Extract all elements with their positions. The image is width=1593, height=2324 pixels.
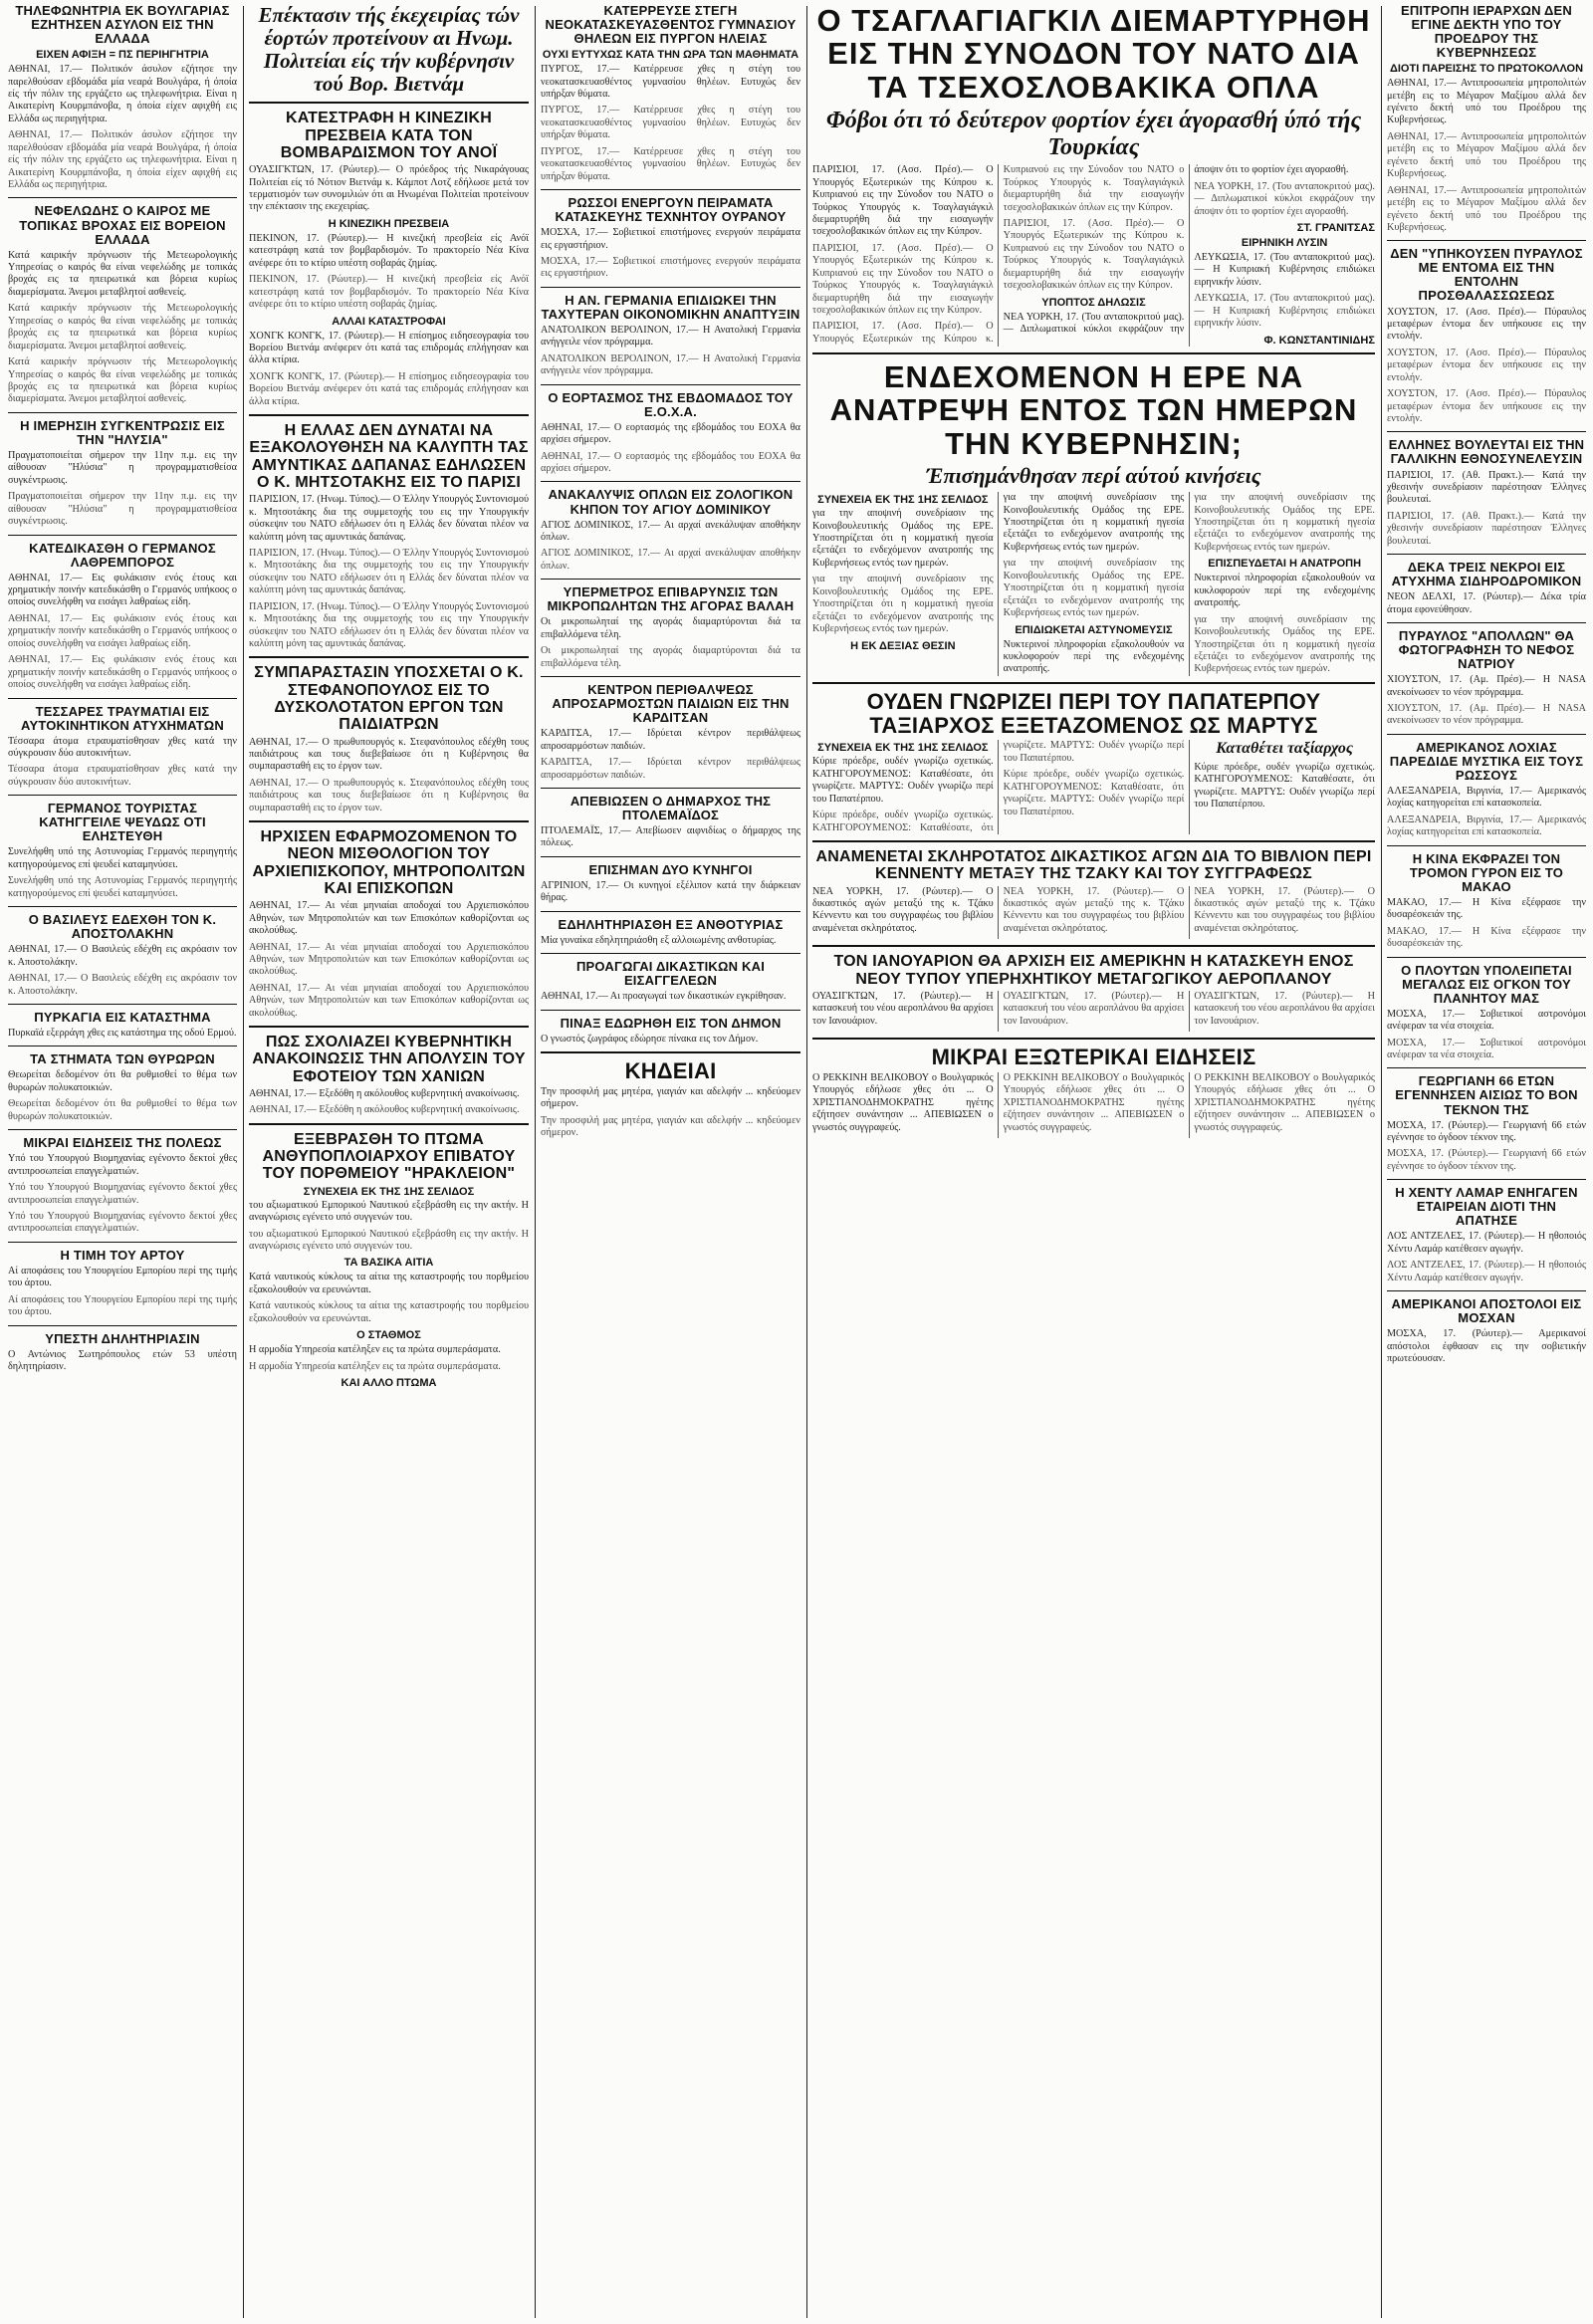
article-text: ΑΝΑΤΟΛΙΚΟΝ ΒΕΡΟΛΙΝΟΝ, 17.— Η Ανατολική Γερμανία ανήγγειλε νέον πρόγραμμα. [541,324,800,349]
headline: ΔΕΚΑ ΤΡΕΙΣ ΝΕΚΡΟΙ ΕΙΣ ΑΤΥΧΗΜΑ ΣΙΔΗΡΟΔΡΟΜΙΚΟΝ [1391,560,1582,589]
deck: Φόβοι ότι τό δεύτερον φορτίον έχει άγορασθή ύπό τής Τουρκίας [825,108,1362,160]
article-text: ΑΘΗΝΑΙ, 17.— Πολιτικόν άσυλον εζήτησε την παρελθούσαν εβδομάδα μία νεαρά Βουλγάρα, ή όποία είς τήν πόλιν της εργάζετο ως τηλεφωνήτρια. Είναι η Αικατερίνη Κουρμπάνοβα, η όποία είχεν αφιχθή εις Ελλάδα ως περιηγήτρια. [8,129,237,191]
divider [812,352,1375,354]
headline: ΚΗΔΕΙΑΙ [624,1058,717,1084]
headline: ΠΥΡΚΑΓΙΑ ΕΙΣ ΚΑΤΑΣΤΗΜΑ [34,1009,211,1025]
headline: ΤΕΣΣΑΡΕΣ ΤΡΑΥΜΑΤΙΑΙ ΕΙΣ ΑΥΤΟΚΙΝΗΤΙΚΟΝ ΑΤΥΧΗΜΑΤΩΝ [21,703,224,733]
divider [541,953,800,954]
article-text: ΑΘΗΝΑΙ, 17.— Εξεδόθη η ακόλουθος κυβερνητική ανακοίνωσις. [249,1087,520,1099]
headline: ΝΕΦΕΛΩΔΗΣ Ο ΚΑΙΡΟΣ ΜΕ ΤΟΠΙΚΑΣ ΒΡΟΧΑΣ ΕΙΣ ΒΟΡΕΙΟΝ ΕΛΛΑΔΑ [19,203,226,247]
divider [541,1051,800,1053]
article-text: Κύριε πρόεδρε, ουδέν γνωρίζω σχετικώς. ΚΑΤΗΓΟΡΟΥΜΕΝΟΣ: Καταθέσατε, ότι γνωρίζετε. ΜΑΡΤΥΣ: Ουδέν γνωρίζω περί του Παπατέρπου. [812,740,1185,833]
article-text: ΜΟΣΧΑ, 17. (Ρώυτερ).— Γεωργιανή 66 ετών εγέννησε το όγδοον τέκνον της. [1387,1148,1586,1172]
divider [249,656,529,658]
article-text: ΛΕΥΚΩΣΙΑ, 17. (Του ανταποκριτού μας).— Η Κυπριακή Κυβέρνησις επιδιώκει ειρηνικήν λύσιν. [1194,293,1375,330]
headline: ΠΡΟΑΓΩΓΑΙ ΔΙΚΑΣΤΙΚΩΝ ΚΑΙ ΕΙΣΑΓΓΕΛΕΩΝ [575,959,766,989]
article-text: για την αποψινή συνεδρίασιν της Κοινοβουλευτικής Ομάδος της ΕΡΕ. Υποστηρίζεται ότι η κομματική ηγεσία εξετάζει το ενδεχόμενον ανατροπής της Κυβερνήσεως εντός των ημερών. [812,508,994,569]
divider [1387,240,1586,241]
divider [8,535,237,536]
article-text: Κατά ναυτικούς κύκλους τα αίτια της καταστροφής του πορθμείου εξακολουθούν να ερευνώνται. [249,1272,529,1295]
headline: ΥΠΕΡΜΕΤΡΟΣ ΕΠΙΒΑΡΥΝΣΙΣ ΤΩΝ ΜΙΚΡΟΠΩΛΗΤΩΝ ΤΗΣ ΑΓΟΡΑΣ ΒΑΛΑΗ [547,584,795,614]
divider [1387,431,1586,432]
continuation-note: ΣΥΝΕΧΕΙΑ ΕΚ ΤΗΣ 1ΗΣ ΣΕΛΙΔΟΣ [817,742,989,755]
column-rule [806,6,807,2318]
article-text: Τέσσαρα άτομα ετραυματίσθησαν χθες κατά την σύγκρουσιν δύο αυτοκινήτων. [8,735,237,759]
article-text: ΟΥΑΣΙΓΚΤΩΝ, 17. (Ρώυτερ).— Η κατασκευή του νέου αεροπλάνου θα αρχίσει τον Ιανουάριον. [1194,990,1375,1027]
article-text: ΠΥΡΓΟΣ, 17.— Κατέρρευσε χθες η στέγη του νεοκατασκευασθέντος γυμνασίου θηλέων. Ευτυχώς δεν υπήρξαν θύματα. [541,145,800,182]
article-text: Η αρμοδία Υπηρεσία κατέληξεν εις τα πρώτα συμπεράσματα. [249,1344,501,1356]
headline: ΠΙΝΑΞ ΕΔΩΡΗΘΗ ΕΙΣ ΤΟΝ ΔΗΜΟΝ [560,1015,782,1031]
article-text: ΟΥΑΣΙΓΚΤΩΝ, 17. (Ρώυτερ).— Η κατασκευή του νέου αεροπλάνου θα αρχίσει τον Ιανουάριον. [1003,990,1185,1027]
article-text: ΜΟΣΧΑ, 17.— Σοβιετικοί αστρονόμοι ανέφεραν τα νέα στοιχεία. [1387,1008,1586,1033]
article-text: ΠΑΡΙΣΙΟΝ, 17. (Ηνωμ. Τύπος).— Ο Έλλην Υπουργός Συντονισμού κ. Μητσοτάκης δια της συμμετοχής του εις την Υπουργικήν σύσκεψιν του ΝΑΤΟ εδήλωσεν ότι η Ελλάς δεν δύναται πλέον να καλύπτη μόνη τας αμυντικάς δαπάνας. [249,494,529,543]
article-text: ΠΑΡΙΣΙΟΙ, 17. (Ασσ. Πρέσ).— Ο Υπουργός Εξωτερικών της Κύπρου κ. Κυπριανού εις την Σύνοδον του ΝΑΤΟ ο Τούρκος Υπουργός κ. Τσαγλαγιάγκιλ διεμαρτυρήθη διά την εισαγωγήν τσεχοσλοβακικών όπλων εις την Κύπρον. [812,164,1185,345]
headline: ΗΡΧΙΣΕΝ ΕΦΑΡΜΟΖΟΜΕΝΟΝ ΤΟ ΝΕΟΝ ΜΙΣΘΟΛΟΓΙΟΝ ΤΟΥ ΑΡΧΙΕΠΙΣΚΟΠΟΥ, ΜΗΤΡΟΠΟΛΙΤΩΝ ΚΑΙ ΕΠΙΣΚΟΠΩΝ [252,828,526,897]
divider [8,412,237,413]
article-text: Συνελήφθη υπό της Αστυνομίας Γερμανός περιηγητής κατηγορούμενος επί ψευδεί καταμηνύσει. [8,875,237,899]
subheadline: Ο ΣΤΑΘΜΟΣ [356,1329,421,1342]
article-text: ΠΑΡΙΣΙΟΙ, 17. (Ασσ. Πρέσ).— Ο Υπουργός Εξωτερικών της Κύπρου κ. Κυπριανού εις την Σύνοδον του ΝΑΤΟ ο Τούρκος Υπουργός κ. Τσαγλαγιάγκιλ διεμαρτυρήθη διά την εισαγωγήν τσεχοσλοβακικών όπλων εις την Κύπρον. [1003,217,1185,292]
article-columns [812,886,1375,940]
article-text: ΝΕΑ ΥΟΡΚΗ, 17. (Του ανταποκριτού μας).— Διπλωματικοί κύκλοι εκφράζουν την άποψιν ότι το φορτίον έχει αγορασθή. [1003,164,1349,335]
headline: ΕΛΛΗΝΕΣ ΒΟΥΛΕΥΤΑΙ ΕΙΣ ΤΗΝ ΓΑΛΛΙΚΗΝ ΕΘΝΟΣΥΝΕΛΕΥΣΙΝ [1388,437,1585,467]
article-columns [812,492,1375,676]
divider [8,906,237,907]
headline: Η ΙΜΕΡΗΣΙΗ ΣΥΓΚΕΝΤΡΩΣΙΣ ΕΙΣ ΤΗΝ "ΗΛΥΣΙΑ" [20,417,225,447]
divider [8,197,237,198]
article-text: ΚΑΡΔΙΤΣΑ, 17.— Ιδρύεται κέντρον περιθάλψεως απροσαρμόστων παιδιών. [541,728,800,752]
article-text: ΑΘΗΝΑΙ, 17.— Αι νέαι μηνιαίαι αποδοχαί του Αρχιεπισκόπου Αθηνών, των Μητροπολιτών και των Επισκόπων καθορίζονται ως ακολούθως. [249,941,529,978]
subheadline: ΤΑ ΒΑΣΙΚΑ ΑΙΤΙΑ [343,1257,434,1270]
subheadline: ΕΠΙΔΙΩΚΕΤΑΙ ΑΣΤΥΝΟΜΕΥΣΙΣ [1015,623,1173,636]
article-text: Υπό του Υπουργού Βιομηχανίας εγένοντο δεκτοί χθες αντιπροσωπείαι επαγγελματιών. [8,1153,237,1177]
article-text: ΧΙΟΥΣΤΟΝ, 17. (Αμ. Πρέσ).— Η NASA ανεκοίνωσεν το νέον πρόγραμμα. [1387,674,1586,698]
subheadline: Καταθέτει ταξίαρχος [1216,740,1354,758]
main-headline: Ο ΤΣΑΓΛΑΓΙΑΓΚΙΛ ΔΙΕΜΑΡΤΥΡΗΘΗ ΕΙΣ ΤΗΝ ΣΥΝΟΔΟΝ ΤΟΥ ΝΑΤΟ ΔΙΑ ΤΑ ΤΣΕΧΟΣΛΟΒΑΚΙΚΑ ΟΠΛΑ [816,3,1371,105]
headline: ΜΙΚΡΑΙ ΕΞΩΤΕΡΙΚΑΙ ΕΙΔΗΣΕΙΣ [931,1045,1256,1070]
divider [812,1038,1375,1040]
deck: Έπισημάνθησαν περί αύτού κινήσεις [926,462,1261,488]
headline: ΔΕΝ "ΥΠΗΚΟΥΣΕΝ ΠΥΡΑΥΛΟΣ ΜΕ ΕΝΤΟΜΑ ΕΙΣ ΤΗΝ ΕΝΤΟΛΗΝ ΠΡΟΣΘΑΛΑΣΣΩΣΕΩΣ [1390,246,1583,304]
article-text: ΑΘΗΝΑΙ, 17.— Εις φυλάκισιν ενός έτους και χρηματικήν ποινήν κατεδικάσθη ο Γερμανός υπήκοος ο οποίος συνελήφθη να εισάγει λαθραίως είδη. [8,654,237,691]
headline: ΑΜΕΡΙΚΑΝΟΙ ΑΠΟΣΤΟΛΟΙ ΕΙΣ ΜΟΣΧΑΝ [1391,1296,1582,1326]
article-text: για την αποψινή συνεδρίασιν της Κοινοβουλευτικής Ομάδος της ΕΡΕ. Υποστηρίζεται ότι η κομματική ηγεσία εξετάζει το ενδεχόμενον ανατροπής της Κυβερνήσεως εντός των ημερών. [1194,492,1375,553]
headline: Η ΧΕΝΤΥ ΛΑΜΑΡ ΕΝΗΓΑΓΕΝ ΕΤΑΙΡΕΙΑΝ ΔΙΟΤΙ ΤΗΝ ΑΠΑΤΗΣΕ [1395,1185,1578,1229]
article-text: ΧΟΥΣΤΟΝ, 17. (Ασσ. Πρέσ).— Πύραυλος μεταφέρων έντομα δεν υπήκουσε εις την εντολήν. [1387,347,1586,383]
subheadline: Η ΚΙΝΕΖΙΚΗ ΠΡΕΣΒΕΙΑ [328,217,450,230]
headline: Ο ΠΛΟΥΤΩΝ ΥΠΟΛΕΙΠΕΤΑΙ ΜΕΓΑΛΩΣ ΕΙΣ ΟΓΚΟΝ ΤΟΥ ΠΛΑΝΗΤΟΥ ΜΑΣ [1401,962,1572,1006]
article-text: Ο ΡΕΚΚΙΝΗ ΒΕΛΙΚΟΒΟΥ ο Βουλγαρικός Υπουργός εδήλωσε χθες ότι ... Ο ΧΡΙΣΤΙΑΝΟΔΗΜΟΚΡΑΤΗΣ ηγέτης εζήτησεν συνάντησιν ... ΑΠΕΒΙΩΣΕΝ ο γνωστός συγγραφεύς. [1003,1071,1185,1133]
divider [541,189,800,190]
article-text: ΑΘΗΝΑΙ, 17.— Ο Βασιλεύς εδέχθη εις ακρόασιν τον κ. Αποστολάκην. [8,973,237,997]
article-text: ΠΑΡΙΣΙΟΙ, 17. (Ασσ. Πρέσ).— Ο Υπουργός Εξωτερικών της Κύπρου κ. Κυπριανού εις την Σύνοδον του ΝΑΤΟ ο Τούρκος Υπουργός κ. Τσαγλαγιάγκιλ διεμαρτυρήθη διά την εισαγωγήν τσεχοσλοβακικών όπλων εις την Κύπρον. [812,242,994,316]
divider [812,682,1375,684]
article-text: ΝΕΑ ΥΟΡΚΗ, 17. (Ρώυτερ).— Ο δικαστικός αγών μεταξύ της κ. Τζάκυ Κέννεντυ και του συγγραφέως του βιβλίου αναμένεται σκληρότατος. [812,885,994,934]
article-text: ΛΟΣ ΑΝΤΖΕΛΕΣ, 17. (Ρώυτερ).— Η ηθοποιός Χέντυ Λαμάρ κατέθεσεν αγωγήν. [1387,1231,1586,1255]
headline: ΕΞΕΒΡΑΣΘΗ ΤΟ ΠΤΩΜΑ ΑΝΘΥΠΟΠΛΟΙΑΡΧΟΥ ΕΠΙΒΑΤΟΥ ΤΟΥ ΠΟΡΘΜΕΙΟΥ "ΗΡΑΚΛΕΙΟΝ" [262,1130,516,1183]
article-text: ΠΑΡΙΣΙΟΙ, 17. (Ασσ. Πρέσ).— Ο Υπουργός Εξωτερικών της Κύπρου κ. Κυπριανού εις την Σύνοδον του ΝΑΤΟ ο Τούρκος Υπουργός κ. Τσαγλαγιάγκιλ διεμαρτυρήθη διά την εισαγωγήν τσεχοσλοβακικών όπλων εις την Κύπρον. [812,164,994,238]
headline: ΚΑΤΕΡΡΕΥΣΕ ΣΤΕΓΗ ΝΕΟΚΑΤΑΣΚΕΥΑΣΘΕΝΤΟΣ ΓΥΜΝΑΣΙΟΥ ΘΗΛΕΩΝ ΕΙΣ ΠΥΡΓΟΝ ΗΛΕΙΑΣ [545,3,796,47]
article-text: ΧΟΥΣΤΟΝ, 17. (Ασσ. Πρέσ).— Πύραυλος μεταφέρων έντομα δεν υπήκουσε εις την εντολήν. [1387,306,1586,343]
article-text: Οι μικροπωληταί της αγοράς διαμαρτύρονται διά τα επιβαλλόμενα τέλη. [541,645,800,669]
article-text: ΛΕΥΚΩΣΙΑ, 17. (Του ανταποκριτού μας).— Η Κυπριακή Κυβέρνησις επιδιώκει ειρηνικήν λύσιν. [1194,251,1375,288]
column-3 [541,0,800,2324]
headline: Η ΑΝ. ΓΕΡΜΑΝΙΑ ΕΠΙΔΙΩΚΕΙ ΤΗΝ ΤΑΧΥΤΕΡΑΝ ΟΙΚΟΝΟΜΙΚΗΝ ΑΝΑΠΤΥΞΙΝ [541,292,800,322]
headline: ΥΠΕΣΤΗ ΔΗΛΗΤΗΡΙΑΣΙΝ [45,1330,200,1346]
subheadline: ΥΠΟΠΤΟΣ ΔΗΛΩΣΙΣ [1041,296,1146,309]
article-text: ΠΤΟΛΕΜΑΪΣ, 17.— Απεβίωσεν αιφνιδίως ο δήμαρχος της πόλεως. [541,825,800,849]
headline: ΑΝΑΜΕΝΕΤΑΙ ΣΚΛΗΡΟΤΑΤΟΣ ΔΙΚΑΣΤΙΚΟΣ ΑΓΩΝ ΔΙΑ ΤΟ ΒΙΒΛΙΟΝ ΠΕΡΙ ΚΕΝΝΕΝΤΥ ΜΕΤΑΞΥ ΤΗΣ ΤΖΑΚΥ ΚΑΙ ΤΟΥ ΣΥΓΓΡΑΦΕΩΣ [815,847,1372,883]
divider [541,676,800,677]
divider [541,856,800,857]
article-text: ΝΕΟΝ ΔΕΛΧΙ, 17. (Ρώυτερ).— Δέκα τρία άτομα εφονεύθησαν. [1387,591,1586,615]
continuation-note: ΣΥΝΕΧΕΙΑ ΕΚ ΤΗΣ 1ΗΣ ΣΕΛΙΔΟΣ [817,494,989,507]
article-text: ΜΟΣΧΑ, 17.— Σοβιετικοί επιστήμονες ενεργούν πειράματα εις εργαστήριον. [541,255,800,280]
headline: Η ΤΙΜΗ ΤΟΥ ΑΡΤΟΥ [60,1247,185,1263]
article-text: Την προσφιλή μας μητέρα, γιαγιάν και αδελφήν ... κηδεύομεν σήμερον. [541,1114,800,1139]
article-text: Πραγματοποιείται σήμερον την 11ην π.μ. εις την αίθουσαν "Ηλύσια" η προγραμματισθείσα συγκέντρωσις. [8,449,237,486]
article-text: Πυρκαϊά εξερράγη χθες εις κατάστημα της οδού Ερμού. [8,1028,237,1039]
article-text: Συνελήφθη υπό της Αστυνομίας Γερμανός περιηγητής κατηγορούμενος επί ψευδεί καταμηνύσει. [8,846,237,870]
article-text: ΜΟΣΧΑ, 17. (Ρώυτερ).— Γεωργιανή 66 ετών εγέννησε το όγδοον τέκνον της. [1387,1119,1586,1143]
column-1 [8,0,237,2324]
headline: ΠΩΣ ΣΧΟΛΙΑΖΕΙ ΚΥΒΕΡΝΗΤΙΚΗ ΑΝΑΚΟΙΝΩΣΙΣ ΤΗΝ ΑΠΟΛΥΣΙΝ ΤΟΥ ΕΦΟΤΕΙΟΥ ΤΩΝ ΧΑΝΙΩΝ [252,1034,526,1085]
byline: Φ. ΚΩΝΣΤΑΝΤΙΝΙΔΗΣ [1263,334,1375,347]
article-text: ΑΓΙΟΣ ΔΟΜΙΝΙΚΟΣ, 17.— Αι αρχαί ανεκάλυψαν αποθήκην όπλων. [541,548,800,572]
article-text: ΑΘΗΝΑΙ, 17.— Εις φυλάκισιν ενός έτους και χρηματικήν ποινήν κατεδικάσθη ο Γερμανός υπήκοος ο οποίος συνελήφθη να εισάγει λαθραίως είδη. [8,572,237,608]
article-text: Οι μικροπωληταί της αγοράς διαμαρτύρονται διά τα επιβαλλόμενα τέλη. [541,616,800,640]
article-text: ΑΘΗΝΑΙ, 17.— Αι νέαι μηνιαίαι αποδοχαί του Αρχιεπισκόπου Αθηνών, των Μητροπολιτών και των Επισκόπων καθορίζονται ως ακολούθως. [249,900,529,937]
article-text: Νυκτερινοί πληροφορίαι εξακολουθούν να κυκλοφορούν περί της ενδεχομένης ανατροπής. [1194,573,1375,609]
headline: ΡΩΣΣΟΙ ΕΝΕΡΓΟΥΝ ΠΕΙΡΑΜΑΤΑ ΚΑΤΑΣΚΕΥΗΣ ΤΕΧΝΗΤΟΥ ΟΥΡΑΝΟΥ [555,195,787,225]
article-text: ΧΟΝΓΚ ΚΟΝΓΚ, 17. (Ρώυτερ).— Η επίσημος ειδησεογραφία του Βορείου Βιετνάμ ανέφερεν ότι κατά τας επιδρομάς επλήγησαν και άλλα κτίρια. [249,370,529,407]
article-text: Ο ΡΕΚΚΙΝΗ ΒΕΛΙΚΟΒΟΥ ο Βουλγαρικός Υπουργός εδήλωσε χθες ότι ... Ο ΧΡΙΣΤΙΑΝΟΔΗΜΟΚΡΑΤΗΣ ηγέτης εζήτησεν συνάντησιν ... ΑΠΕΒΙΩΣΕΝ ο γνωστός συγγραφεύς. [1194,1071,1375,1133]
divider [541,579,800,580]
divider [8,1129,237,1130]
divider [1387,1290,1586,1291]
article-text: Ο Αντώνιος Σωτηρόπουλος ετών 53 υπέστη δηλητηρίασιν. [8,1348,237,1373]
article-text: Υπό του Υπουργού Βιομηχανίας εγένοντο δεκτοί χθες αντιπροσωπείαι επαγγελματιών. [8,1182,237,1206]
headline: Επέκτασιν τής έκεχειρίας τών έορτών προτείνουν αι Ηνωμ. Πολιτείαι είς τήν κυβέρνησιν τού Βορ. Βιετνάμ [258,3,520,97]
headline: ΟΥΔΕΝ ΓΝΩΡΙΖΕΙ ΠΕΡΙ ΤΟΥ ΠΑΠΑΤΕΡΠΟΥ ΤΑΞΙΑΡΧΟΣ ΕΞΕΤΑΖΟΜΕΝΟΣ ΩΣ ΜΑΡΤΥΣ [866,688,1321,738]
article-text: Κύριε πρόεδρε, ουδέν γνωρίζω σχετικώς. ΚΑΤΗΓΟΡΟΥΜΕΝΟΣ: Καταθέσατε, ότι γνωρίζετε. ΜΑΡΤΥΣ: Ουδέν γνωρίζω περί του Παπατέρπου. [1194,761,1375,811]
column-rule [1381,6,1382,2318]
divider [541,287,800,288]
article-text: ΠΥΡΓΟΣ, 17.— Κατέρρευσε χθες η στέγη του νεοκατασκευασθέντος γυμνασίου θηλέων. Ευτυχώς δεν υπήρξαν θύματα. [541,105,800,141]
column-2 [249,0,529,2324]
article-text: ΝΕΑ ΥΟΡΚΗ, 17. (Του ανταποκριτού μας).— Διπλωματικοί κύκλοι εκφράζουν την άποψιν ότι το φορτίον έχει αγορασθή. [1194,180,1375,217]
divider [249,102,529,104]
article-text: ΠΕΚΙΝΟΝ, 17. (Ρώυτερ).— Η κινεζική πρεσβεία είς Ανόϊ κατεστράφη κατά τον βομβαρδισμόν. Το πρακτορείο Νέα Κίνα ανέφερε ότι το κτίριο υπέστη σοβαράς ζημίας. [249,274,529,311]
headline: ΚΕΝΤΡΟΝ ΠΕΡΙΘΑΛΨΕΩΣ ΑΠΡΟΣΑΡΜΟΣΤΩΝ ΠΑΙΔΙΩΝ ΕΙΣ ΤΗΝ ΚΑΡΔΙΤΣΑΝ [552,682,790,726]
article-text: Υπό του Υπουργού Βιομηχανίας εγένοντο δεκτοί χθες αντιπροσωπείαι επαγγελματιών. [8,1211,237,1235]
divider [541,384,800,385]
article-text: ΧΙΟΥΣΤΟΝ, 17. (Αμ. Πρέσ).— Η NASA ανεκοίνωσεν το νέον πρόγραμμα. [1387,703,1586,727]
article-text: ΑΓΡΙΝΙΟΝ, 17.— Οι κυνηγοί εξέλιπον κατά την διάρκειαν θήρας. [541,879,800,904]
article-text: Κατά ναυτικούς κύκλους τα αίτια της καταστροφής του πορθμείου εξακολουθούν να ερευνώνται. [249,1300,529,1324]
subheadline: ΕΙΧΕΝ ΑΦΙΞΗ = ΠΣ ΠΕΡΙΗΓΗΤΡΙΑ [36,49,209,62]
divider [8,1325,237,1326]
column-rule [535,6,536,2318]
headline: ΚΑΤΕΣΤΡΑΦΗ Η ΚΙΝΕΖΙΚΗ ΠΡΕΣΒΕΙΑ ΚΑΤΑ ΤΟΝ ΒΟΜΒΑΡΔΙΣΜΟΝ ΤΟΥ ΑΝΟΪ [280,110,498,161]
article-text: ΑΘΗΝΑΙ, 17.— Αι προαγωγαί των δικαστικών εγκρίθησαν. [541,991,787,1003]
headline: Ο ΒΑΣΙΛΕΥΣ ΕΔΕΧΘΗ ΤΟΝ Κ. ΑΠΟΣΤΟΛΑΚΗΝ [28,912,217,942]
article-text: Θεωρείται δεδομένον ότι θα ρυθμισθεί το θέμα των θυρωρών πολυκατοικιών. [8,1098,237,1122]
headline: ΓΕΡΜΑΝΟΣ ΤΟΥΡΙΣΤΑΣ ΚΑΤΗΓΓΕΙΛΕ ΨΕΥΔΩΣ ΟΤΙ ΕΛΗΣΤΕΥΘΗ [39,801,206,844]
article-text: Νυκτερινοί πληροφορίαι εξακολουθούν να κυκλοφορούν περί της ενδεχομένης ανατροπής. [1003,638,1185,675]
article-text: ΑΘΗΝΑΙ, 17.— Αντιπροσωπεία μητροπολιτών μετέβη εις το Μέγαρον Μαξίμου αλλά δεν εγένετο δεκτή υπό του Προέδρου της Κυβερνήσεως. [1387,78,1586,126]
article-text: ΑΘΗΝΑΙ, 17.— Ο Βασιλεύς εδέχθη εις ακρόασιν τον κ. Αποστολάκην. [8,944,237,968]
article-text: ΑΛΕΞΑΝΔΡΕΙΑ, Βιργινία, 17.— Αμερικανός λοχίας κατηγορείται επί κατασκοπεία. [1387,786,1586,810]
divider [812,840,1375,842]
headline: ΑΝΑΚΑΛΥΨΙΣ ΟΠΛΩΝ ΕΙΣ ΖΟΛΟΓΙΚΟΝ ΚΗΠΟΝ ΤΟΥ ΑΓΙΟΥ ΔΟΜΙΝΙΚΟΥ [548,487,794,517]
article-text: Κύριε πρόεδρε, ουδέν γνωρίζω σχετικώς. ΚΑΤΗΓΟΡΟΥΜΕΝΟΣ: Καταθέσατε, ότι γνωρίζετε. ΜΑΡΤΥΣ: Ουδέν γνωρίζω περί του Παπατέρπου. [1003,769,1185,817]
article-text: ΑΘΗΝΑΙ, 17.— Αντιπροσωπεία μητροπολιτών μετέβη εις το Μέγαρον Μαξίμου αλλά δεν εγένετο δεκτή υπό του Προέδρου της Κυβερνήσεως. [1387,130,1586,180]
divider [1387,1179,1586,1180]
divider [249,1123,529,1125]
divider [1387,1067,1586,1068]
headline: ΕΔΗΛΗΤΗΡΙΑΣΘΗ ΕΞ ΑΝΘΟΤΥΡΙΑΣ [558,916,784,932]
article-text: ΠΑΡΙΣΙΟΙ, 17. (Αθ. Πρακτ.).— Κατά την χθεσινήν συνεδρίασιν παρέστησαν Έλληνες βουλευταί. [1387,469,1586,506]
article-text: Κύριε πρόεδρε, ουδέν γνωρίζω σχετικώς. ΚΑΤΗΓΟΡΟΥΜΕΝΟΣ: Καταθέσατε, ότι γνωρίζετε. ΜΑΡΤΥΣ: Ουδέν γνωρίζω περί του Παπατέρπου. [812,756,994,805]
article-text: ΠΕΚΙΝΟΝ, 17. (Ρώυτερ).— Η κινεζική πρεσβεία είς Ανόϊ κατεστράφη κατά τον βομβαρδισμόν. Το πρακτορείο Νέα Κίνα ανέφερε ότι το κτίριο υπέστη σοβαράς ζημίας. [249,232,529,269]
article-text: ΠΥΡΓΟΣ, 17.— Κατέρρευσε χθες η στέγη του νεοκατασκευασθέντος γυμνασίου θηλέων. Ευτυχώς δεν υπήρξαν θύματα. [541,64,800,100]
subheadline: Η ΕΚ ΔΕΞΙΑΣ ΘΕΣΙΝ [850,639,956,652]
article-text: Κατά καιρικήν πρόγνωσιν τής Μετεωρολογικής Υπηρεσίας ο καιρός θα είναι νεφελώδης με τοπικάς βροχάς εις τα ηπειρωτικά και βόρεια κυρίως διαμερίσματα. Άνεμοι μεταβλητοί ασθενείς. [8,303,237,351]
headline: ΠΥΡΑΥΛΟΣ "ΑΠΟΛΛΩΝ" ΘΑ ΦΩΤΟΓΡΑΦΗΣΗ ΤΟ ΝΕΦΟΣ ΝΑΤΡΙΟΥ [1398,628,1575,672]
headline: ΣΥΜΠΑΡΑΣΤΑΣΙΝ ΥΠΟΣΧΕΤΑΙ Ο Κ. ΣΤΕΦΑΝΟΠΟΥΛΟΣ ΕΙΣ ΤΟ ΔΥΣΚΟΛΟΤΑΤΟΝ ΕΡΓΟΝ ΤΩΝ ΠΑΙΔΙΑΤΡΩΝ [254,664,524,734]
divider [541,788,800,789]
article-text: ΧΟΝΓΚ ΚΟΝΓΚ, 17. (Ρώυτερ).— Η επίσημος ειδησεογραφία του Βορείου Βιετνάμ ανέφερεν ότι κατά τας επιδρομάς επλήγησαν και άλλα κτίρια. [249,330,529,366]
divider [249,820,529,822]
headline: ΤΟΝ ΙΑΝΟΥΑΡΙΟΝ ΘΑ ΑΡΧΙΣΗ ΕΙΣ ΑΜΕΡΙΚΗΝ Η ΚΑΤΑΣΚΕΥΗ ΕΝΟΣ ΝΕΟΥ ΤΥΠΟΥ ΥΠΕΡΗΧΗΤΙΚΟΥ ΜΕΤΑΓΩΓΙΚΟΥ ΑΕΡΟΠΛΑΝΟΥ [833,953,1354,988]
divider [1387,554,1586,555]
article-text: ΑΘΗΝΑΙ, 17.— Ο πρωθυπουργός κ. Στεφανόπουλος εδέχθη τους παιδιάτρους και τους διεβεβαίωσε ότι η Κυβέρνησις θα συμπαρασταθή εις το έργον των. [249,736,529,773]
divider [8,698,237,699]
divider [1387,622,1586,623]
subheadline: ΟΥΧΙ ΕΥΤΥΧΩΣ ΚΑΤΑ ΤΗΝ ΩΡΑ ΤΩΝ ΜΑΘΗΜΑΤΑ [542,49,799,62]
article-text: ΝΕΑ ΥΟΡΚΗ, 17. (Ρώυτερ).— Ο δικαστικός αγών μεταξύ της κ. Τζάκυ Κέννεντυ και του συγγραφέως του βιβλίου αναμένεται σκληρότατος. [1003,885,1185,934]
headline: ΑΜΕΡΙΚΑΝΟΣ ΛΟΧΙΑΣ ΠΑΡΕΔΙΔΕ ΜΥΣΤΙΚΑ ΕΙΣ ΤΟΥΣ ΡΩΣΣΟΥΣ [1389,739,1584,783]
article-text: για την αποψινή συνεδρίασιν της Κοινοβουλευτικής Ομάδος της ΕΡΕ. Υποστηρίζεται ότι η κομματική ηγεσία εξετάζει το ενδεχόμενον ανατροπής της Κυβερνήσεως εντός των ημερών. [1194,613,1375,675]
article-text: ΧΟΥΣΤΟΝ, 17. (Ασσ. Πρέσ).— Πύραυλος μεταφέρων έντομα δεν υπήκουσε εις την εντολήν. [1387,388,1586,424]
headline: ΤΑ ΣΤΗΜΑΤΑ ΤΩΝ ΘΥΡΩΡΩΝ [30,1051,215,1067]
article-text: ΠΑΡΙΣΙΟΝ, 17. (Ηνωμ. Τύπος).— Ο Έλλην Υπουργός Συντονισμού κ. Μητσοτάκης δια της συμμετοχής του εις την Υπουργικήν σύσκεψιν του ΝΑΤΟ εδήλωσεν ότι η Ελλάς δεν δύναται πλέον να καλύπτη μόνη τας αμυντικάς δαπάνας. [249,547,529,596]
article-text: ΟΥΑΣΙΓΚΤΩΝ, 17. (Ρώυτερ).— Η κατασκευή του νέου αεροπλάνου θα αρχίσει τον Ιανουάριον. [812,990,994,1027]
main-headline: ΕΝΔΕΧΟΜΕΝΟΝ Η ΕΡΕ ΝΑ ΑΝΑΤΡΕΨΗ ΕΝΤΟΣ ΤΩΝ ΗΜΕΡΩΝ ΤΗΝ ΚΥΒΕΡΝΗΣΙΝ; [829,358,1358,461]
article-text: Κατά καιρικήν πρόγνωσιν τής Μετεωρολογικής Υπηρεσίας ο καιρός θα είναι νεφελώδης με τοπικάς βροχάς εις τα ηπειρωτικά και βόρεια κυρίως διαμερίσματα. Άνεμοι μεταβλητοί ασθενείς. [8,249,237,298]
divider [541,911,800,912]
article-text: ΑΝΑΤΟΛΙΚΟΝ ΒΕΡΟΛΙΝΟΝ, 17.— Η Ανατολική Γερμανία ανήγγειλε νέον πρόγραμμα. [541,352,800,377]
article-text: ΜΑΚΑΟ, 17.— Η Κίνα εξέφρασε την δυσαρέσκειάν της. [1387,925,1586,950]
column-rule [243,6,244,2318]
article-text: του αξιωματικού Εμπορικού Ναυτικού εξεβράσθη εις την ακτήν. Η αναγνώρισις εγένετο υπό συγγενών του. [249,1199,529,1224]
article-columns [812,164,1375,346]
article-text: Η αρμοδία Υπηρεσία κατέληξεν εις τα πρώτα συμπεράσματα. [249,1360,501,1372]
divider [249,1026,529,1028]
article-text: ΑΘΗΝΑΙ, 17.— Πολιτικόν άσυλον εζήτησε την παρελθούσαν εβδομάδα μία νεαρά Βουλγάρα, ή όποία είς τήν πόλιν της εργάζετο ως τηλεφωνήτρια. Είναι η Αικατερίνη Κουρμπάνοβα, η όποία είχεν αφιχθή εις Ελλάδα ως περιηγήτρια. [8,64,237,124]
column-5 [1387,0,1586,2324]
article-text: ΑΘΗΝΑΙ, 17.— Αντιπροσωπεία μητροπολιτών μετέβη εις το Μέγαρον Μαξίμου αλλά δεν εγένετο δεκτή υπό του Προέδρου της Κυβερνήσεως. [1387,184,1586,233]
article-text: Αί αποφάσεις του Υπουργείου Εμπορίου περί της τιμής του άρτου. [8,1293,237,1318]
divider [8,1004,237,1005]
headline: ΓΕΩΡΓΙΑΝΗ 66 ΕΤΩΝ ΕΓΕΝΝΗΣΕΝ ΑΙΣΙΩΣ ΤΟ ΒΟΝ ΤΕΚΝΟΝ ΤΗΣ [1395,1073,1578,1117]
article-text: ΜΑΚΑΟ, 17.— Η Κίνα εξέφρασε την δυσαρέσκειάν της. [1387,896,1586,921]
article-text: ΜΟΣΧΑ, 17.— Σοβιετικοί αστρονόμοι ανέφεραν τα νέα στοιχεία. [1387,1037,1586,1060]
divider [812,945,1375,947]
article-text: ΑΘΗΝΑΙ, 17.— Εξεδόθη η ακόλουθος κυβερνητική ανακοίνωσις. [249,1104,520,1116]
article-text: ΝΕΑ ΥΟΡΚΗ, 17. (Ρώυτερ).— Ο δικαστικός αγών μεταξύ της κ. Τζάκυ Κέννεντυ και του συγγραφέως του βιβλίου αναμένεται σκληρότατος. [1194,885,1375,934]
divider [1387,957,1586,958]
headline: Η ΕΛΛΑΣ ΔΕΝ ΔΥΝΑΤΑΙ ΝΑ ΕΞΑΚΟΛΟΥΘΗΣΗ ΝΑ ΚΑΛΥΠΤΗ ΤΑΣ ΑΜΥΝΤΙΚΑΣ ΔΑΠΑΝΑΣ ΕΔΗΛΩΣΕΝ Ο Κ. ΜΗΤΣΟΤΑΚΗΣ ΕΙΣ ΤΟ ΠΑΡΙΣΙ [249,422,529,491]
subheadline: ΚΑΙ ΑΛΛΟ ΠΤΩΜΑ [341,1377,437,1390]
article-columns [812,1072,1375,1138]
article-text: Ο ΡΕΚΚΙΝΗ ΒΕΛΙΚΟΒΟΥ ο Βουλγαρικός Υπουργός εδήλωσε χθες ότι ... Ο ΧΡΙΣΤΙΑΝΟΔΗΜΟΚΡΑΤΗΣ ηγέτης εζήτησεν συνάντησιν ... ΑΠΕΒΙΩΣΕΝ ο γνωστός συγγραφεύς. [812,1071,994,1133]
article-text: Μία γυναίκα εδηλητηριάσθη εξ αλλοιωμένης ανθοτυρίας. [541,934,777,946]
article-text: για την αποψινή συνεδρίασιν της Κοινοβουλευτικής Ομάδος της ΕΡΕ. Υποστηρίζεται ότι η κομματική ηγεσία εξετάζει το ενδεχόμενον ανατροπής της Κυβερνήσεως εντός των ημερών. [812,574,994,635]
divider [541,481,800,482]
article-text: ΠΑΡΙΣΙΟΝ, 17. (Ηνωμ. Τύπος).— Ο Έλλην Υπουργός Συντονισμού κ. Μητσοτάκης δια της συμμετοχής του εις την Υπουργικήν σύσκεψιν του ΝΑΤΟ εδήλωσεν ότι η Ελλάς δεν δύναται πλέον να καλύπτη μόνη τας αμυντικάς δαπάνας. [249,600,529,650]
article-text: ΑΘΗΝΑΙ, 17.— Ο πρωθυπουργός κ. Στεφανόπουλος εδέχθη τους παιδιάτρους και τους διεβεβαίωσε ότι η Κυβέρνησις θα συμπαρασταθή εις το έργον των. [249,777,529,813]
subheadline: ΔΙΟΤΙ ΠΑΡΕΙΣΗΣ ΤΟ ΠΡΩΤΟΚΟΛΛΟΝ [1389,63,1584,76]
article-text: ΑΘΗΝΑΙ, 17.— Ο εορτασμός της εβδομάδος του ΕΟΧΑ θα αρχίσει σήμερον. [541,421,800,446]
article-text: ΛΟΣ ΑΝΤΖΕΛΕΣ, 17. (Ρώυτερ).— Η ηθοποιός Χέντυ Λαμάρ κατέθεσεν αγωγήν. [1387,1260,1586,1283]
article-text: για την αποψινή συνεδρίασιν της Κοινοβουλευτικής Ομάδος της ΕΡΕ. Υποστηρίζεται ότι η κομματική ηγεσία εξετάζει το ενδεχόμενον ανατροπής της Κυβερνήσεως εντός των ημερών. [1003,492,1185,553]
article-text: ΑΛΕΞΑΝΔΡΕΙΑ, Βιργινία, 17.— Αμερικανός λοχίας κατηγορείται επί κατασκοπεία. [1387,813,1586,838]
headline: ΤΗΛΕΦΩΝΗΤΡΙΑ ΕΚ ΒΟΥΛΓΑΡΙΑΣ ΕΖΗΤΗΣΕΝ ΑΣΥΛΟΝ ΕΙΣ ΤΗΝ ΕΛΛΑΔΑ [15,3,230,47]
article-text: ΠΑΡΙΣΙΟΙ, 17. (Αθ. Πρακτ.).— Κατά την χθεσινήν συνεδρίασιν παρέστησαν Έλληνες βουλευταί. [1387,510,1586,547]
subheadline: ΑΛΛΑΙ ΚΑΤΑΣΤΡΟΦΑΙ [332,315,446,328]
column-4 [812,0,1375,2324]
divider [1387,734,1586,735]
article-text: ΚΑΡΔΙΤΣΑ, 17.— Ιδρύεται κέντρον περιθάλψεως απροσαρμόστων παιδιών. [541,757,800,781]
article-text: ΜΟΣΧΑ, 17.— Σοβιετικοί επιστήμονες ενεργούν πειράματα εις εργαστήριον. [541,227,800,251]
article-text: ΟΥΑΣΙΓΚΤΩΝ, 17. (Ρώυτερ).— Ο πρόεδρος τής Νικαράγουας Πολιτείαι είς τό Νότιον Βιετνάμ κ. Κάμποτ Λοτζ εδήλωσε μετά τον τερματισμόν των συνομιλιών ότι αι Ηνωμέναι Πολιτείαι προτείνουν την επέκτασιν της εκεχειρίας. [249,164,529,213]
article-text: Τέσσαρα άτομα ετραυματίσθησαν χθες κατά την σύγκρουσιν δύο αυτοκινήτων. [8,764,237,788]
divider [249,414,529,416]
divider [8,795,237,796]
headline: Η ΚΙΝΑ ΕΚΦΡΑΖΕΙ ΤΟΝ ΤΡΟΜΟΝ ΓΥΡΟΝ ΕΙΣ ΤΟ ΜΑΚΑΟ [1409,850,1564,894]
article-text: Πραγματοποιείται σήμερον την 11ην π.μ. εις την αίθουσαν "Ηλύσια" η προγραμματισθείσα συγκέντρωσις. [8,491,237,528]
article-text: Κατά καιρικήν πρόγνωσιν τής Μετεωρολογικής Υπηρεσίας ο καιρός θα είναι νεφελώδης με τοπικάς βροχάς εις τα ηπειρωτικά και βόρεια κυρίως διαμερίσματα. Άνεμοι μεταβλητοί ασθενείς. [8,356,237,405]
article-text: Θεωρείται δεδομένον ότι θα ρυθμισθεί το θέμα των θυρωρών πολυκατοικιών. [8,1069,237,1093]
article-columns [812,991,1375,1032]
headline: ΕΠΙΣΗΜΑΝ ΔΥΟ ΚΥΝΗΓΟΙ [588,861,753,877]
article-columns [812,740,1375,834]
article-text: Ο γνωστός ζωγράφος εδώρησε πίνακα εις τον Δήμον. [541,1033,759,1045]
subheadline: ΕΙΡΗΝΙΚΗ ΛΥΣΙΝ [1241,236,1328,249]
subheadline: ΕΠΙΣΠΕΥΔΕΤΑΙ Η ΑΝΑΤΡΟΠΗ [1208,558,1362,571]
article-text: ΑΘΗΝΑΙ, 17.— Ο εορτασμός της εβδομάδος του ΕΟΧΑ θα αρχίσει σήμερον. [541,450,800,475]
headline: ΕΠΙΤΡΟΠΗ ΙΕΡΑΡΧΩΝ ΔΕΝ ΕΓΙΝΕ ΔΕΚΤΗ ΥΠΟ ΤΟΥ ΠΡΟΕΔΡΟΥ ΤΗΣ ΚΥΒΕΡΝΗΣΕΩΣ [1400,3,1573,61]
article-text: ΑΘΗΝΑΙ, 17.— Εις φυλάκισιν ενός έτους και χρηματικήν ποινήν κατεδικάσθη ο Γερμανός υπήκοος ο οποίος συνελήφθη να εισάγει λαθραίως είδη. [8,612,237,649]
continuation-note: ΣΥΝΕΧΕΙΑ ΕΚ ΤΗΣ 1ΗΣ ΣΕΛΙΔΟΣ [303,1185,475,1198]
article-text: Αί αποφάσεις του Υπουργείου Εμπορίου περί της τιμής του άρτου. [8,1265,237,1289]
article-text: του αξιωματικού Εμπορικού Ναυτικού εξεβράσθη εις την ακτήν. Η αναγνώρισις εγένετο υπό συγγενών του. [249,1228,529,1252]
article-text: για την αποψινή συνεδρίασιν της Κοινοβουλευτικής Ομάδος της ΕΡΕ. Υποστηρίζεται ότι η κομματική ηγεσία εξετάζει το ενδεχόμενον ανατροπής της Κυβερνήσεως εντός των ημερών. [1003,558,1185,619]
article-text: ΜΟΣΧΑ, 17. (Ρώυτερ).— Αμερικανοί απόστολοι έφθασαν εις την σοβιετικήν πρωτεύουσαν. [1387,1328,1586,1365]
headline: ΚΑΤΕΔΙΚΑΣΘΗ Ο ΓΕΡΜΑΝΟΣ ΛΑΘΡΕΜΠΟΡΟΣ [29,540,216,570]
headline: Ο ΕΟΡΤΑΣΜΟΣ ΤΗΣ ΕΒΔΟΜΑΔΟΣ ΤΟΥ Ε.Ο.Χ.Α. [548,389,794,419]
divider [8,1242,237,1243]
headline: ΑΠΕΒΙΩΣΕΝ Ο ΔΗΜΑΡΧΟΣ ΤΗΣ ΠΤΟΛΕΜΑΪΔΟΣ [569,793,772,822]
divider [541,1010,800,1011]
headline: ΜΙΚΡΑΙ ΕΙΔΗΣΕΙΣ ΤΗΣ ΠΟΛΕΩΣ [23,1135,222,1151]
article-text: Την προσφιλή μας μητέρα, γιαγιάν και αδελφήν ... κηδεύομεν σήμερον. [541,1085,800,1110]
article-text: ΑΘΗΝΑΙ, 17.— Αι νέαι μηνιαίαι αποδοχαί του Αρχιεπισκόπου Αθηνών, των Μητροπολιτών και των Επισκόπων καθορίζονται ως ακολούθως. [249,982,529,1019]
article-text: ΑΓΙΟΣ ΔΟΜΙΝΙΚΟΣ, 17.— Αι αρχαί ανεκάλυψαν αποθήκην όπλων. [541,519,800,543]
byline: ΣΤ. ΓΡΑΝΙΤΣΑΣ [1296,221,1375,234]
divider [1387,845,1586,846]
